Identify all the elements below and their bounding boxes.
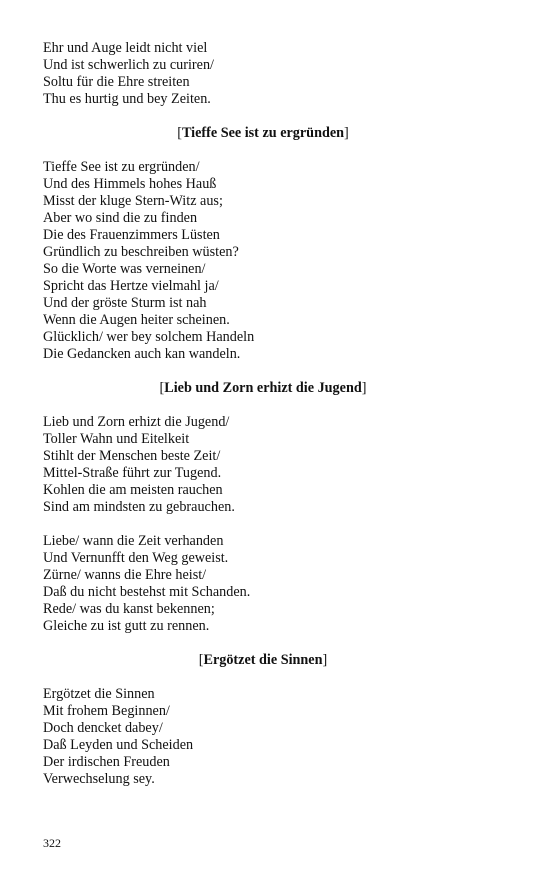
verse-line: Verwechselung sey.: [43, 771, 155, 787]
verse-line: Liebe/ wann die Zeit verhanden: [43, 533, 224, 549]
verse-line: Der irdischen Freuden: [43, 754, 170, 770]
poem-tieffe-see: [43, 125, 483, 363]
verse-line: Die des Frauenzimmers Lüsten: [43, 227, 220, 243]
page-number: 322: [43, 836, 61, 850]
stanza: [43, 40, 483, 108]
verse-line: Spricht das Hertze vielmahl ja/: [43, 278, 219, 294]
poem-continuation: [43, 40, 483, 108]
verse-line: Wenn die Augen heiter scheinen.: [43, 312, 230, 328]
verse-line: Sind am mindsten zu gebrauchen.: [43, 499, 235, 515]
verse-line: Und Vernunfft den Weg geweist.: [43, 550, 229, 566]
verse-line: Und ist schwerlich zu curiren/: [43, 57, 214, 73]
verse-line: Stihlt der Menschen beste Zeit/: [43, 448, 221, 464]
poem-heading: [Ergötzet die Sinnen]: [198, 652, 328, 668]
verse-line: Kohlen die am meisten rauchen: [43, 482, 223, 498]
verse-line: Daß Leyden und Scheiden: [43, 737, 194, 753]
poem-heading: [Lieb und Zorn erhizt die Jugend]: [159, 380, 367, 396]
verse-line: Tieffe See ist zu ergründen/: [43, 159, 200, 175]
poem-ergoetzet: [43, 652, 483, 788]
verse-line: Ergötzet die Sinnen: [43, 686, 155, 702]
verse-line: Gleiche zu ist gutt zu rennen.: [43, 618, 210, 634]
verse-line: Toller Wahn und Eitelkeit: [43, 431, 190, 447]
verse-line: Rede/ was du kanst bekennen;: [43, 601, 215, 617]
verse-line: Daß du nicht bestehst mit Schanden.: [43, 584, 251, 600]
verse-line: Und der gröste Sturm ist nah: [43, 295, 207, 311]
verse-line: Misst der kluge Stern-Witz aus;: [43, 193, 223, 209]
verse-line: Und des Himmels hohes Hauß: [43, 176, 217, 192]
verse-line: Die Gedancken auch kan wandeln.: [43, 346, 241, 362]
stanza: [43, 414, 483, 516]
poem-heading-text: Lieb und Zorn erhizt die Jugend: [164, 380, 362, 396]
page-body: [43, 40, 483, 788]
verse-line: Gründlich zu beschreiben wüsten?: [43, 244, 239, 260]
verse-line: Lieb und Zorn erhizt die Jugend/: [43, 414, 230, 430]
poem-lieb-und-zorn: [43, 380, 483, 635]
stanza: [43, 159, 483, 363]
poem-heading-text: Ergötzet die Sinnen: [203, 652, 323, 668]
stanza: [43, 533, 483, 635]
verse-line: Thu es hurtig und bey Zeiten.: [43, 91, 211, 107]
verse-line: Glücklich/ wer bey solchem Handeln: [43, 329, 255, 345]
verse-line: Ehr und Auge leidt nicht viel: [43, 40, 208, 56]
verse-line: Aber wo sind die zu finden: [43, 210, 198, 226]
verse-line: Mittel-Straße führt zur Tugend.: [43, 465, 222, 481]
verse-line: Zürne/ wanns die Ehre heist/: [43, 567, 207, 583]
verse-line: Mit frohem Beginnen/: [43, 703, 170, 719]
stanza: [43, 686, 483, 788]
poem-heading: [Tieffe See ist zu ergründen]: [177, 125, 349, 141]
verse-line: Soltu für die Ehre streiten: [43, 74, 190, 90]
verse-line: So die Worte was verneinen/: [43, 261, 206, 277]
poem-heading-text: Tieffe See ist zu ergründen: [181, 125, 345, 141]
verse-line: Doch dencket dabey/: [43, 720, 163, 736]
